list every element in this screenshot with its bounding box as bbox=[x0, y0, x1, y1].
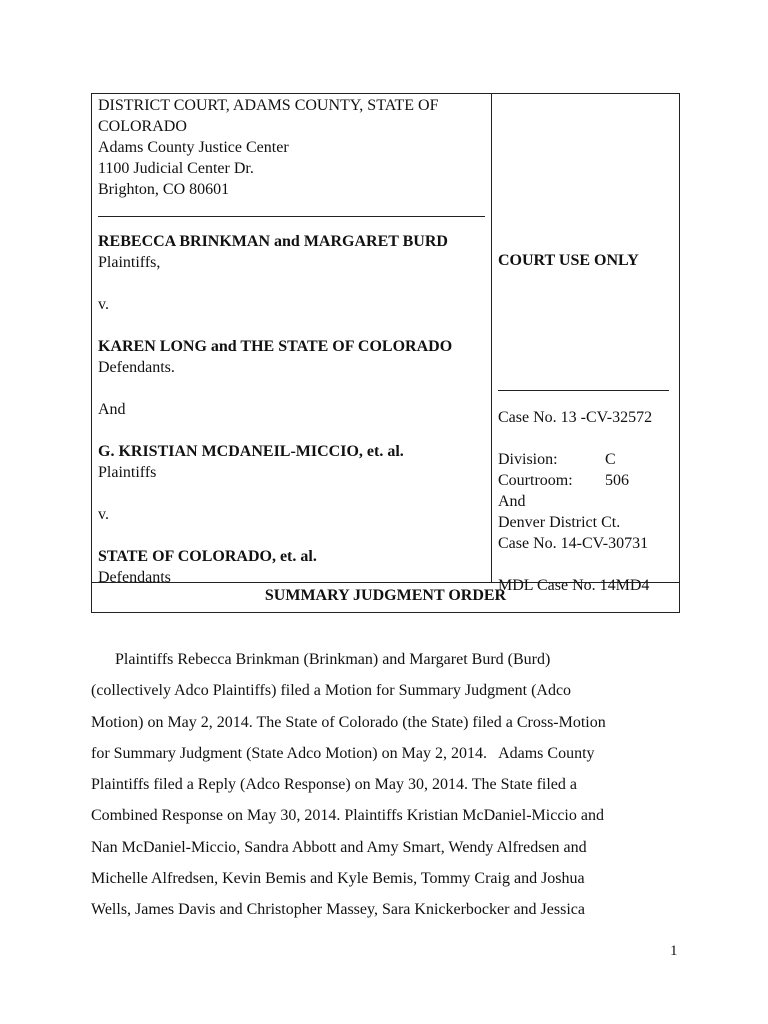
court-address-line1: Adams County Justice Center bbox=[98, 139, 289, 156]
courtroom-label: Courtroom: bbox=[498, 472, 573, 489]
court-address-line2: 1100 Judicial Center Dr. bbox=[98, 160, 254, 177]
body-line: Wells, James Davis and Christopher Massey, Sara Knickerbocker and Jessica bbox=[91, 901, 585, 919]
court-address-line3: Brighton, CO 80601 bbox=[98, 181, 230, 198]
body-line: Combined Response on May 30, 2014. Plaintiffs Kristian McDaniel-Miccio and bbox=[91, 807, 604, 825]
court-use-divider bbox=[498, 390, 669, 391]
court-name-line1: DISTRICT COURT, ADAMS COUNTY, STATE OF bbox=[98, 97, 439, 114]
mdl-case-number: MDL Case No. 14MD4 bbox=[498, 577, 650, 594]
party-defendants-1-role: Defendants. bbox=[98, 359, 175, 376]
caption-parties-cell bbox=[92, 94, 492, 586]
body-line: Nan McDaniel-Miccio, Sandra Abbott and Amy Smart, Wendy Alfredsen and bbox=[91, 838, 587, 856]
courtroom-value: 506 bbox=[605, 472, 629, 489]
party-defendants-2-role: Defendants bbox=[98, 569, 171, 586]
body-line: Plaintiffs Rebecca Brinkman (Brinkman) and Margaret Burd (Burd) bbox=[91, 651, 551, 668]
court-use-cell bbox=[492, 94, 679, 594]
other-court-name: Denver District Ct. bbox=[498, 514, 621, 531]
caption-divider bbox=[98, 200, 485, 221]
party-plaintiffs-1-role: Plaintiffs, bbox=[98, 254, 161, 271]
party-defendants-1: KAREN LONG and THE STATE OF COLORADO bbox=[98, 338, 453, 355]
case-info-block bbox=[498, 407, 673, 596]
versus-1: v. bbox=[98, 296, 109, 313]
versus-2: v. bbox=[98, 506, 109, 523]
body-line: Motion) on May 2, 2014. The State of Colorado (the State) filed a Cross-Motion bbox=[91, 713, 606, 731]
and-connector: And bbox=[98, 401, 126, 418]
court-name-line2: COLORADO bbox=[98, 118, 187, 135]
division-label: Division: bbox=[498, 451, 558, 468]
and-connector-right: And bbox=[498, 493, 526, 510]
body-line: Plaintiffs filed a Reply (Adco Response) on May 30, 2014. The State filed a bbox=[91, 776, 577, 794]
court-use-only-label: COURT USE ONLY bbox=[498, 252, 639, 269]
body-line: Michelle Alfredsen, Kevin Bemis and Kyle Bemis, Tommy Craig and Joshua bbox=[91, 870, 585, 888]
division-row bbox=[498, 449, 673, 470]
case-number: Case No. 13 -CV-32572 bbox=[498, 409, 653, 426]
party-plaintiffs-1: REBECCA BRINKMAN and MARGARET BURD bbox=[98, 233, 448, 250]
body-line: (collectively Adco Plaintiffs) filed a Motion for Summary Judgment (Adco bbox=[91, 682, 572, 700]
page-number: 1 bbox=[670, 943, 678, 959]
body-line: for Summary Judgment (State Adco Motion) on May 2, 2014. Adams County bbox=[91, 744, 595, 762]
document-title: SUMMARY JUDGMENT ORDER bbox=[92, 582, 679, 612]
other-case-number: Case No. 14-CV-30731 bbox=[498, 535, 649, 552]
case-caption-table bbox=[91, 93, 680, 613]
division-value: C bbox=[605, 451, 616, 468]
courtroom-row bbox=[498, 470, 673, 491]
party-defendants-2: STATE OF COLORADO, et. al. bbox=[98, 548, 317, 565]
party-plaintiffs-2: G. KRISTIAN MCDANEIL-MICCIO, et. al. bbox=[98, 443, 404, 460]
order-body bbox=[91, 644, 681, 926]
party-plaintiffs-2-role: Plaintiffs bbox=[98, 464, 157, 481]
